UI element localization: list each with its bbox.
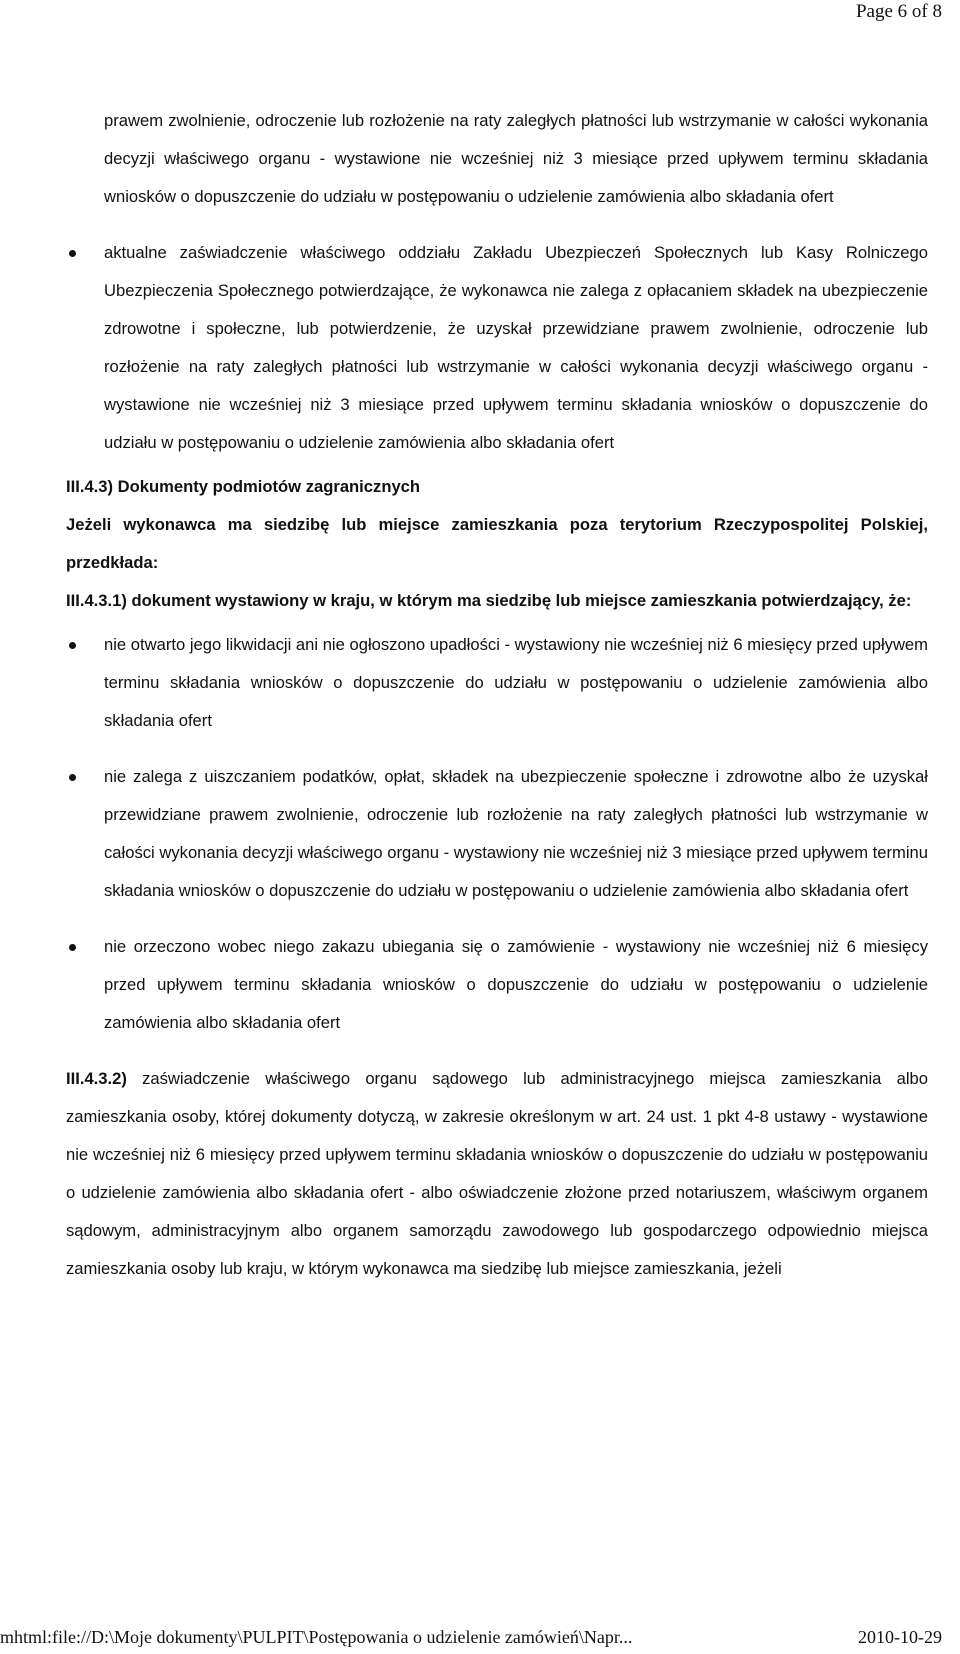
list-item-zus-certificate: aktualne zaświadczenie właściwego oddziału Zakładu Ubezpieczeń Społecznych lub Kasy Rolniczego Ubezpieczenia Społecznego potwierdzające, że wykonawca nie zalega z opłacaniem składek na ubezpieczenie zdrowotne i społeczne, lub potwierdzenie, że uzyskał przewidziane prawem zwolnienie, odroczenie lub rozłożenie na raty zaległych płatności lub wstrzymanie w całości wykonania decyzji właściwego organu - wystawione nie wcześniej niż 3 miesiące przed upływem terminu składania wniosków o dopuszczenie do udziału w postępowaniu o udzielenie zamówienia albo składania ofert	[66, 234, 928, 462]
document-body	[66, 102, 928, 1288]
print-date: 2010-10-29	[858, 1627, 942, 1647]
section-heading-foreign-documents: III.4.3) Dokumenty podmiotów zagranicznych	[66, 477, 421, 496]
subsection-heading-3-1: III.4.3.1) dokument wystawiony w kraju, w którym ma siedzibę lub miejsce zamieszkania potwierdzający, że:	[66, 591, 912, 610]
list-item-no-liquidation: nie otwarto jego likwidacji ani nie ogłoszono upadłości - wystawiony nie wcześniej niż 6 miesięcy przed upływem terminu składania wniosków o dopuszczenie do udziału w postępowaniu o udzielenie zamówienia albo składania ofert	[66, 626, 928, 740]
intro-continuation-paragraph: prawem zwolnienie, odroczenie lub rozłożenie na raty zaległych płatności lub wstrzymanie w całości wykonania decyzji właściwego organu - wystawione nie wcześniej niż 3 miesiące przed upływem terminu składania wniosków o dopuszczenie do udziału w postępowaniu o udzielenie zamówienia albo składania ofert	[104, 111, 928, 206]
source-file-path: mhtml:file://D:\Moje dokumenty\PULPIT\Postępowania o udzielenie zamówień\Napr...	[0, 1627, 633, 1647]
subsection-paragraph-3-2	[66, 1060, 928, 1288]
subsection-text-3-2: zaświadczenie właściwego organu sądowego lub administracyjnego miejsca zamieszkania albo zamieszkania osoby, której dokumenty dotyczą, w zakresie określonym w art. 24 ust. 1 pkt 4-8 ustawy - wystawione nie wcześniej niż 6 miesięcy przed upływem terminu składania wniosków o dopuszczenie do udziału w postępowaniu o udzielenie zamówienia albo składania ofert - albo oświadczenie złożone przed notariuszem, właściwym organem sądowym, administracyjnym albo organem samorządu zawodowego lub gospodarczego odpowiednio miejsca zamieszkania osoby lub kraju, w którym wykonawca ma siedzibę lub miejsce zamieszkania, jeżeli	[66, 1069, 928, 1278]
section-intro: Jeżeli wykonawca ma siedzibę lub miejsce zamieszkania poza terytorium Rzeczypospolitej Polskiej, przedkłada:	[66, 515, 928, 572]
subsection-label-3-2: III.4.3.2)	[66, 1069, 127, 1088]
list-item-no-tax-arrears: nie zalega z uiszczaniem podatków, opłat, składek na ubezpieczenie społeczne i zdrowotne albo że uzyskał przewidziane prawem zwolnienie, odroczenie lub rozłożenie na raty zaległych płatności lub wstrzymanie w całości wykonania decyzji właściwego organu - wystawiony nie wcześniej niż 3 miesiące przed upływem terminu składania wniosków o dopuszczenie do udziału w postępowaniu o udzielenie zamówienia albo składania ofert	[66, 758, 928, 910]
list-item-no-procurement-ban: nie orzeczono wobec niego zakazu ubiegania się o zamówienie - wystawiony nie wcześniej niż 6 miesięcy przed upływem terminu składania wniosków o dopuszczenie do udziału w postępowaniu o udzielenie zamówienia albo składania ofert	[66, 928, 928, 1042]
page-number-label: Page 6 of 8	[855, 1, 942, 22]
